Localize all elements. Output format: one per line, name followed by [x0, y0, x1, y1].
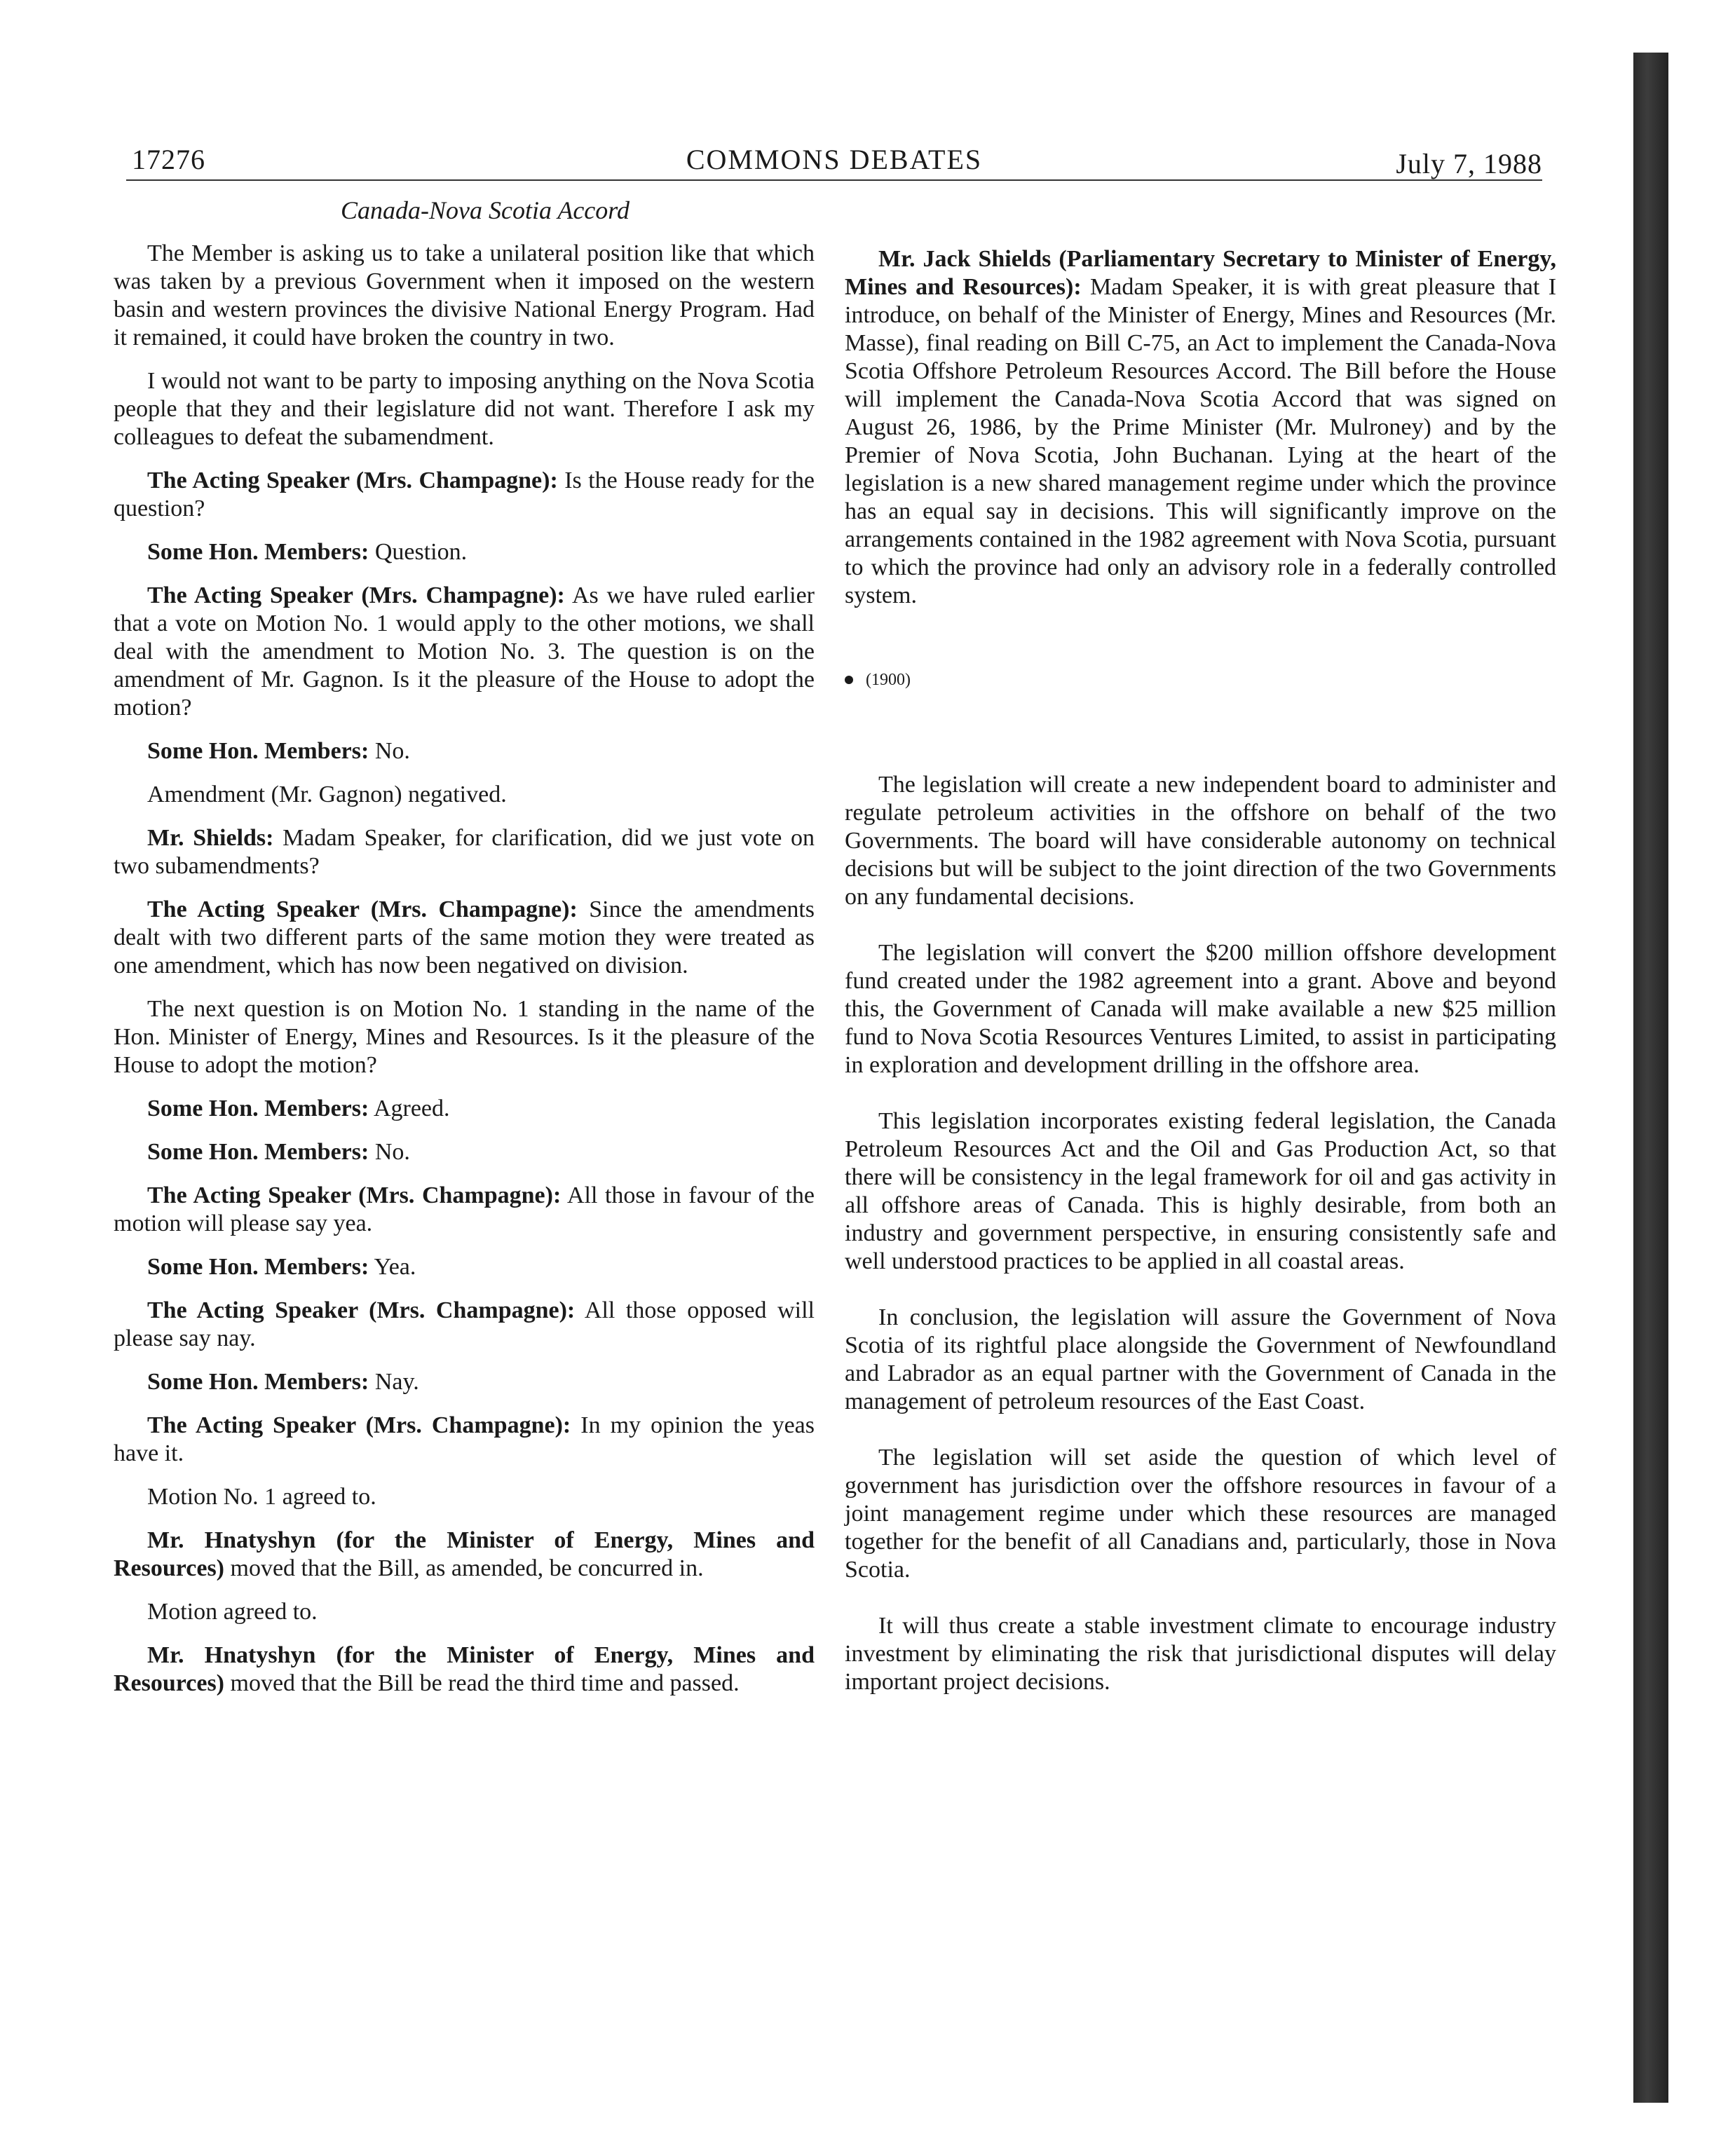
speaker-label: Mr. Hnatyshyn (for the Minister of Energy, Mines and Resources)	[114, 1642, 815, 1696]
speaker-label: The Acting Speaker (Mrs. Champagne):	[147, 468, 558, 493]
speech-paragraph: This legislation incorporates existing federal legislation, the Canada Petroleum Resources Act and the Oil and Gas Production Act, so that there will be consistency in the legal framework for oil and gas activity in all offshore areas of Canada. This is highly desirable, from both an industry and government perspective, in ensuring consistently safe and well understood practices to be applied in all coastal areas.	[845, 1108, 1556, 1274]
paragraph-text: In my opinion the yeas have it.	[114, 1412, 815, 1466]
paragraph-text: Nay.	[369, 1369, 419, 1395]
debate-paragraph	[114, 1598, 815, 1626]
left-column	[114, 196, 815, 1713]
speaker-label: Some Hon. Members:	[147, 1139, 369, 1165]
left-paragraphs	[114, 240, 815, 1698]
debate-paragraph	[114, 1412, 815, 1468]
debate-paragraph	[114, 1483, 815, 1511]
page-number: 17276	[132, 144, 205, 175]
time-marker	[845, 666, 1556, 694]
speaker-label: The Acting Speaker (Mrs. Champagne):	[147, 1297, 576, 1323]
speaker-label: Some Hon. Members:	[147, 1369, 369, 1395]
debate-paragraph	[114, 1095, 815, 1123]
speaker-label: Mr. Hnatyshyn (for the Minister of Energy, Mines and Resources)	[114, 1527, 815, 1581]
debate-paragraph	[114, 367, 815, 451]
paragraph-text: The next question is on Motion No. 1 standing in the name of the Hon. Minister of Energy, Mines and Resources. Is it the pleasure of the House to adopt the motion?	[114, 996, 815, 1078]
paragraph-text: Is the House ready for the question?	[114, 468, 815, 521]
right-paragraphs	[845, 771, 1556, 1696]
paragraph-text: The Member is asking us to take a unilateral position like that which was taken by a previous Government when it imposed on the western basin and western provinces the divisive National Energy Program. Had it remained, it could have broken the country in two.	[114, 240, 815, 350]
paragraph-text: Agreed.	[369, 1096, 450, 1121]
speaker-label: Some Hon. Members:	[147, 539, 369, 565]
debate-paragraph	[114, 995, 815, 1079]
debate-paragraph	[114, 1297, 815, 1353]
debate-paragraph	[114, 240, 815, 352]
scan-edge-strip	[1633, 53, 1668, 2103]
speech-intro	[845, 245, 1556, 610]
paragraph-text: Question.	[369, 539, 468, 565]
paragraph-text: All those opposed will please say nay.	[114, 1297, 815, 1351]
paragraph-text: Motion No. 1 agreed to.	[147, 1484, 376, 1510]
speech-paragraph: The legislation will create a new independent board to administer and regulate petroleum activities in the offshore on behalf of the two Governments. The board will have considerable autonomy on technical decisions but will be subject to the joint direction of the two Governments on any fundamental decisions.	[845, 772, 1556, 910]
debate-paragraph	[114, 1182, 815, 1238]
paragraph-text: I would not want to be party to imposing anything on the Nova Scotia people that they and their legislature did not want. Therefore I ask my colleagues to defeat the subamendment.	[114, 368, 815, 450]
speech-paragraph: The legislation will set aside the question of which level of government has jurisdiction over the offshore resources in favour of a joint management regime under which these resources are managed together for the benefit of all Canadians and, particularly, those in Nova Scotia.	[845, 1445, 1556, 1583]
paragraph-text: Madam Speaker, for clarification, did we just vote on two subamendments?	[114, 825, 815, 879]
paragraph-text: moved that the Bill, as amended, be concurred in.	[224, 1555, 704, 1581]
right-column	[845, 245, 1556, 1724]
speech-paragraph: In conclusion, the legislation will assure the Government of Nova Scotia of its rightful place alongside the Government of Newfoundland and Labrador as an equal partner with the Government of Canada in the management of petroleum resources of the East Coast.	[845, 1304, 1556, 1414]
page-header	[126, 143, 1542, 181]
time-marker-label: (1900)	[866, 671, 911, 689]
paragraph-text: All those in favour of the motion will please say yea.	[114, 1182, 815, 1236]
paragraph-text: Since the amendments dealt with two different parts of the same motion they were treated as one amendment, which has now been negatived on division.	[114, 896, 815, 978]
debate-paragraph	[114, 737, 815, 765]
debate-paragraph	[114, 538, 815, 566]
debate-paragraph	[114, 781, 815, 809]
speaker-label: The Acting Speaker (Mrs. Champagne):	[147, 582, 565, 608]
speaker-label: Some Hon. Members:	[147, 1096, 369, 1121]
debate-paragraph	[114, 824, 815, 880]
paragraph-text: No.	[369, 1139, 410, 1165]
page-date: July 7, 1988	[1396, 148, 1542, 179]
speaker-label: The Acting Speaker (Mrs. Champagne):	[147, 1182, 562, 1208]
debate-paragraph	[114, 1527, 815, 1583]
speaker-label: Mr. Jack Shields (Parliamentary Secretary to Minister of Energy, Mines and Resources):	[845, 246, 1556, 300]
publication-title: COMMONS DEBATES	[686, 144, 983, 175]
speech-paragraph: The legislation will convert the $200 million offshore development fund created under the 1982 agreement into a grant. Above and beyond this, the Government of Canada will make available a new $25 million fund to Nova Scotia Resources Ventures Limited, to assist in participating in exploration and development drilling in the offshore area.	[845, 940, 1556, 1078]
speech-text: Madam Speaker, it is with great pleasure that I introduce, on behalf of the Minister of Energy, Mines and Resources (Mr. Masse), final reading on Bill C-75, an Act to implement the Canada-Nova Scotia Offshore Petroleum Resources Accord. The Bill before the House will implement the Canada-Nova Scotia Accord that was signed on August 26, 1986, by the Prime Minister (Mr. Mulroney) and by the Premier of Nova Scotia, John Buchanan. Lying at the heart of the legislation is a new shared management regime under which the province has an equal say in decisions. This will significantly improve on the arrangements contained in the 1982 agreement with Nova Scotia, pursuant to which the province had only an advisory role in a federally controlled system.	[845, 274, 1557, 608]
speaker-label: Some Hon. Members:	[147, 738, 369, 764]
paragraph-text: Amendment (Mr. Gagnon) negatived.	[147, 782, 507, 807]
section-title: Canada-Nova Scotia Accord	[341, 196, 630, 224]
debate-paragraph	[114, 467, 815, 523]
paragraph-text: As we have ruled earlier that a vote on Motion No. 1 would apply to the other motions, we shall deal with the amendment to Motion No. 3. The question is on the amendment of Mr. Gagnon. Is it the pleasure of the House to adopt the motion?	[114, 582, 815, 721]
debate-paragraph	[114, 582, 815, 722]
speaker-label: The Acting Speaker (Mrs. Champagne):	[147, 896, 578, 922]
speaker-label: The Acting Speaker (Mrs. Champagne):	[147, 1412, 571, 1438]
paragraph-text: Motion agreed to.	[147, 1599, 318, 1625]
speech-paragraph: It will thus create a stable investment climate to encourage industry investment by eliminating the risk that jurisdictional disputes will delay important project decisions.	[845, 1613, 1556, 1695]
speaker-label: Mr. Shields:	[147, 825, 274, 851]
paragraph-text: No.	[369, 738, 410, 764]
debate-paragraph	[114, 896, 815, 980]
debate-paragraph	[114, 1138, 815, 1166]
debate-paragraph	[114, 1368, 815, 1396]
speaker-label: Some Hon. Members:	[147, 1254, 369, 1280]
debate-paragraph	[114, 1253, 815, 1281]
paragraph-text: moved that the Bill be read the third time and passed.	[224, 1670, 740, 1696]
bullet-icon	[845, 676, 853, 684]
debate-paragraph	[114, 1642, 815, 1698]
paragraph-text: Yea.	[369, 1254, 416, 1280]
